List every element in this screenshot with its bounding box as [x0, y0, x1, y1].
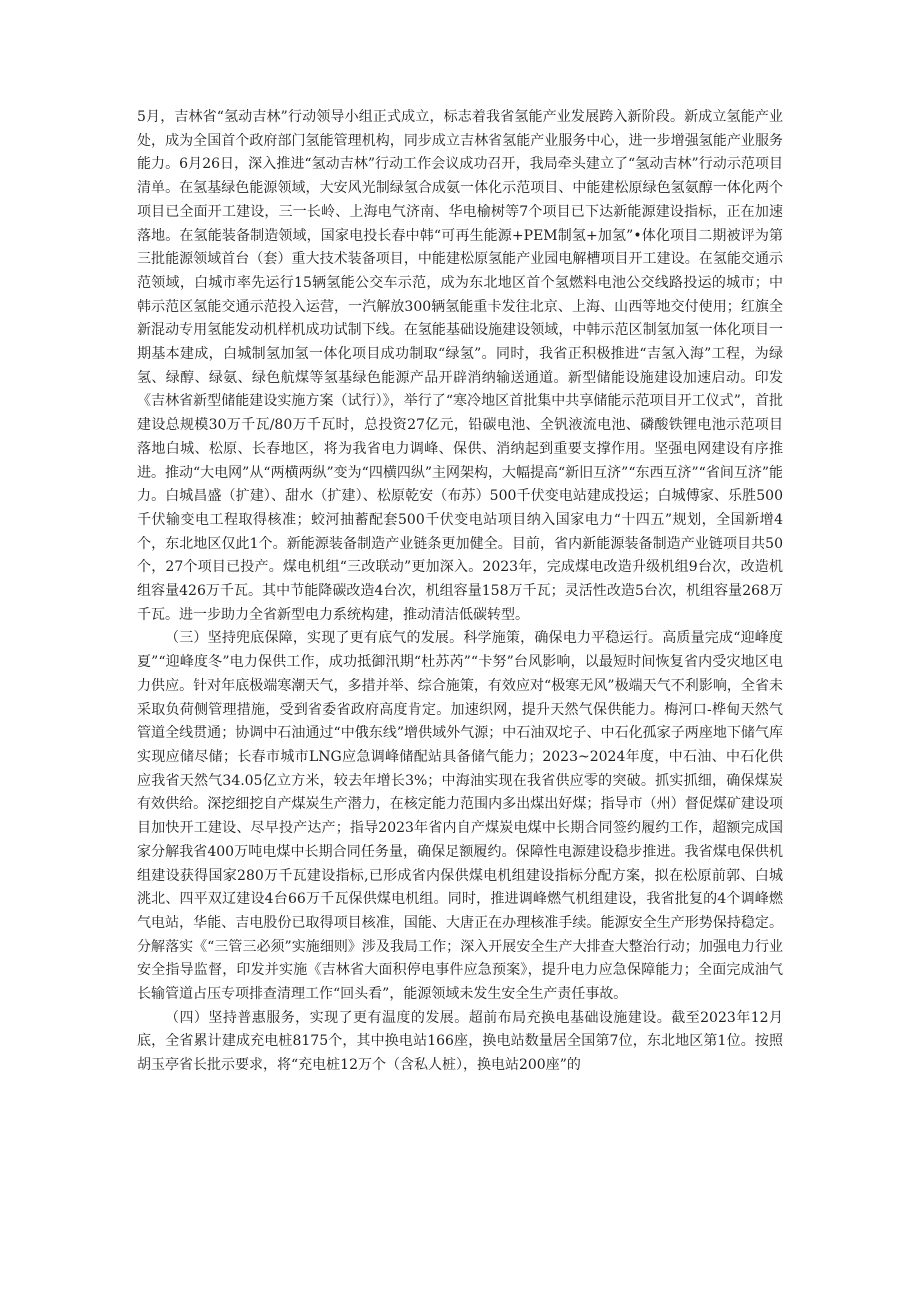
paragraph-inclusive-services: （四）坚持普惠服务，实现了更有温度的发展。超前布局充换电基础设施建设。截至2023年12月底，全省累计建成充电桩8175个，其中换电站166座，换电站数量居全国第7位，东北地区第1位。按照胡玉亭省长批示要求，将“充电桩12万个（含私人桩），换电站200座”的	[137, 1009, 783, 1074]
paragraph-hydrogen-energy: 5月，吉林省“氢动吉林”行动领导小组正式成立，标志着我省氢能产业发展跨入新阶段。新成立氢能产业处，成为全国首个政府部门氢能管理机构，同步成立吉林省氢能产业服务中心，进一步增强氢能产业服务能力。6月26日，深入推进“氢动吉林”行动工作会议成功召开，我局牵头建立了“氢动吉林”行动示范项目清单。在氢基绿色能源领域，大安风光制绿氢合成氨一体化示范项目、中能建松原绿色氢氨醇一体化两个项目已全面开工建设，三一长岭、上海电气济南、华电榆树等7个项目已下达新能源建设指标，正在加速落地。在氢能装备制造领域，国家电投长春中韩“可再生能源+PEM制氢+加氢”•体化项目二期被评为第三批能源领域首台（套）重大技术装备项目，中能建松原氢能产业园电解槽项目开工建设。在氢能交通示范领域，白城市率先运行15辆氢能公交车示范，成为东北地区首个氢燃料电池公交线路投运的城市；中韩示范区氢能交通示范投入运营，一汽解放300辆氢能重卡发往北京、上海、山西等地交付使用；红旗全新混动专用氢能发动机样机成功试制下线。在氢能基础设施建设领域，中韩示范区制氢加氢一体化项目一期基本建成，白城制氢加氢一体化项目成功制取“绿氢”。同时，我省正积极推进“吉氢入海”工程，为绿氢、绿醇、绿氨、绿色航煤等氢基绿色能源产品开辟消纳输送通道。新型储能设施建设加速启动。印发《吉林省新型储能建设实施方案（试行）》，举行了“寒冷地区首批集中共享储能示范项目开工仪式”，首批建设总规模30万千瓦/80万千瓦时，总投资27亿元，铅碳电池、全钒液流电池、磷酸铁锂电池示范项目落地白城、松原、长春地区，将为我省电力调峰、保供、消纳起到重要支撑作用。坚强电网建设有序推进。推动“大电网”从“两横两纵”变为“四横四纵”主网架构，大幅提高“新旧互济”“东西互济”“省间互济”能力。白城昌盛（扩建）、甜水（扩建）、松原乾安（布苏）500千伏变电站建成投运；白城傅家、乐胜500千伏输变电工程取得核准；蛟河抽蓄配套500千伏变电站项目纳入国家电力“十四五”规划，全国新增4个，东北地区仅此1个。新能源装备制造产业链条更加健全。目前，省内新能源装备制造产业链项目共50个，27个项目已投产。煤电机组“三改联动”更加深入。2023年，完成煤电改造升级机组9台次，改造机组容量426万千瓦。其中节能降碳改造4台次，机组容量158万千瓦；灵活性改造5台次，机组容量268万千瓦。进一步助力全省新型电力系统构建，推动清洁低碳转型。	[137, 109, 783, 623]
document-body	[137, 106, 783, 1078]
paragraph-energy-security: （三）坚持兜底保障，实现了更有底气的发展。科学施策，确保电力平稳运行。高质量完成“迎峰度夏”“迎峰度冬”电力保供工作，成功抵御汛期“杜苏芮”“卡努”台风影响，以最短时间恢复省内受灾地区电力供应。针对年底极端寒潮天气，多措并举、综合施策，有效应对“极寒无风”极端天气不利影响，全省未采取负荷侧管理措施，受到省委省政府高度肯定。加速织网，提升天然气保供能力。梅河口-桦甸天然气管道全线贯通；协调中石油通过“中俄东线”增供域外气源；中石油双坨子、中石化孤家子两座地下储气库实现应储尽储；长春市城市LNG应急调峰储配站具备储气能力；2023~2024年度，中石油、中石化供应我省天然气34.05亿立方米，较去年增长3%；中海油实现在我省供应零的突破。抓实抓细，确保煤炭有效供给。深挖细挖自产煤炭生产潜力，在核定能力范围内多出煤出好煤；指导市（州）督促煤矿建设项目加快开工建设、尽早投产达产；指导2023年省内自产煤炭电煤中长期合同签约履约工作，超额完成国家分解我省400万吨电煤中长期合同任务量，确保足额履约。保障性电源建设稳步推进。我省煤电保供机组建设获得国家280万千瓦建设指标,已形成省内保供煤电机组建设指标分配方案，拟在松原前郭、白城洮北、四平双辽建设4台66万千瓦保供煤电机组。同时，推进调峰燃气机组建设，我省批复的4个调峰燃气电站，华能、吉电股份已取得项目核准，国能、大唐正在办理核准手续。能源安全生产形势保持稳定。分解落实《“三管三必须”实施细则》涉及我局工作；深入开展安全生产大排查大整治行动；加强电力行业安全指导监督，印发并实施《吉林省大面积停电事件应急预案》，提升电力应急保障能力；全面完成油气长输管道占压专项排查清理工作“回头看”，能源领域未发生安全生产责任事故。	[137, 630, 783, 1003]
